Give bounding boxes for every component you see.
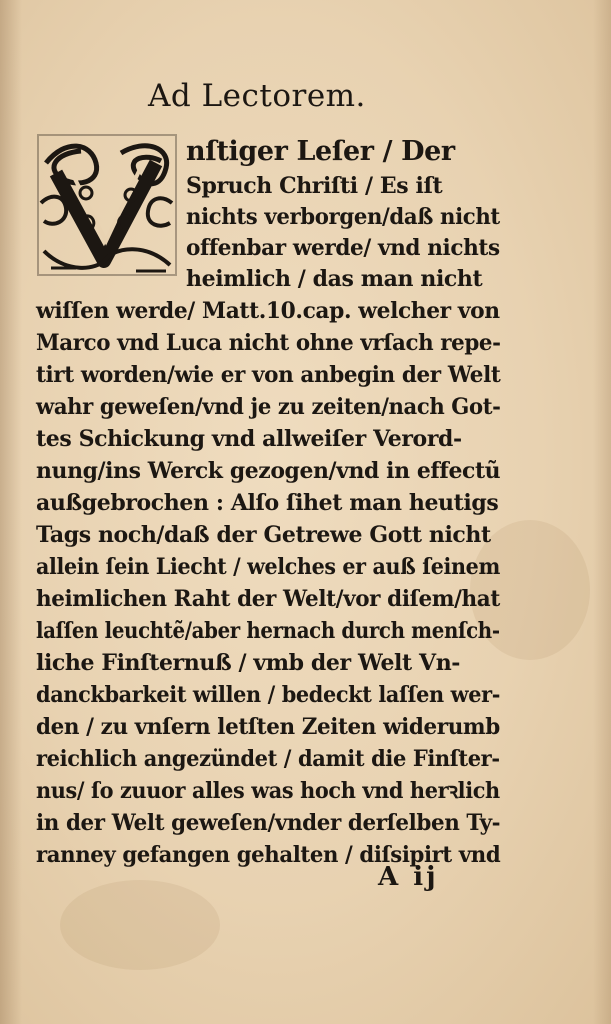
text-line: außgebrochen : Alſo ſihet man heutigs: [36, 490, 499, 516]
text-line: reichlich angezündet / damit die Finſter-: [36, 746, 500, 772]
text-line: heimlich / das man nicht: [186, 266, 483, 292]
text-line: nung/ins Werck gezogen/vnd in effectũ: [36, 458, 501, 484]
signature-mark: A ij: [378, 862, 439, 892]
text-line: offenbar werde/ vnd nichts: [186, 235, 500, 261]
text-line: nus/ ſo zuuor alles was hoch vnd herꝛlich: [36, 778, 500, 804]
text-line: Spruch Chriſti / Es iſt: [186, 173, 443, 199]
text-line: in der Welt geweſen/vnder derſelben Ty-: [36, 810, 501, 836]
text-line: nichts verborgen/daß nicht: [186, 204, 500, 230]
text-line: wahr geweſen/vnd je zu zeiten/nach Got-: [36, 394, 501, 420]
text-line: Tags noch/daß der Getrewe Gott nicht: [36, 522, 491, 548]
text-line: tirt worden/wie er von anbegin der Welt: [36, 362, 501, 388]
text-line: den / zu vnſern letſten Zeiten widerumb: [36, 714, 500, 740]
text-line: liche Finſternuß / vmb der Welt Vn-: [36, 650, 461, 676]
text-line: tes Schickung vnd allweiſer Verord-: [36, 426, 462, 452]
text-line: danckbarkeit willen / bedeckt laſſen wer-: [36, 682, 500, 708]
page-heading: Ad Lectorem.: [148, 78, 366, 114]
text-line: heimlichen Raht der Welt/vor diſem/hat: [36, 586, 500, 612]
text-line: wiſſen werde/ Matt.10.cap. welcher von: [36, 298, 500, 324]
text-line: laſſen leuchtẽ/aber hernach durch menſch-: [36, 618, 500, 644]
text-line: nſtiger Leſer / Der: [186, 136, 455, 167]
text-line: allein ſein Liecht / welches er auß ſeinem: [36, 554, 500, 580]
text-line: ranney gefangen gehalten / diſsipirt vnd: [36, 842, 501, 868]
text-line: Marco vnd Luca nicht ohne vrſach repe-: [36, 330, 501, 356]
